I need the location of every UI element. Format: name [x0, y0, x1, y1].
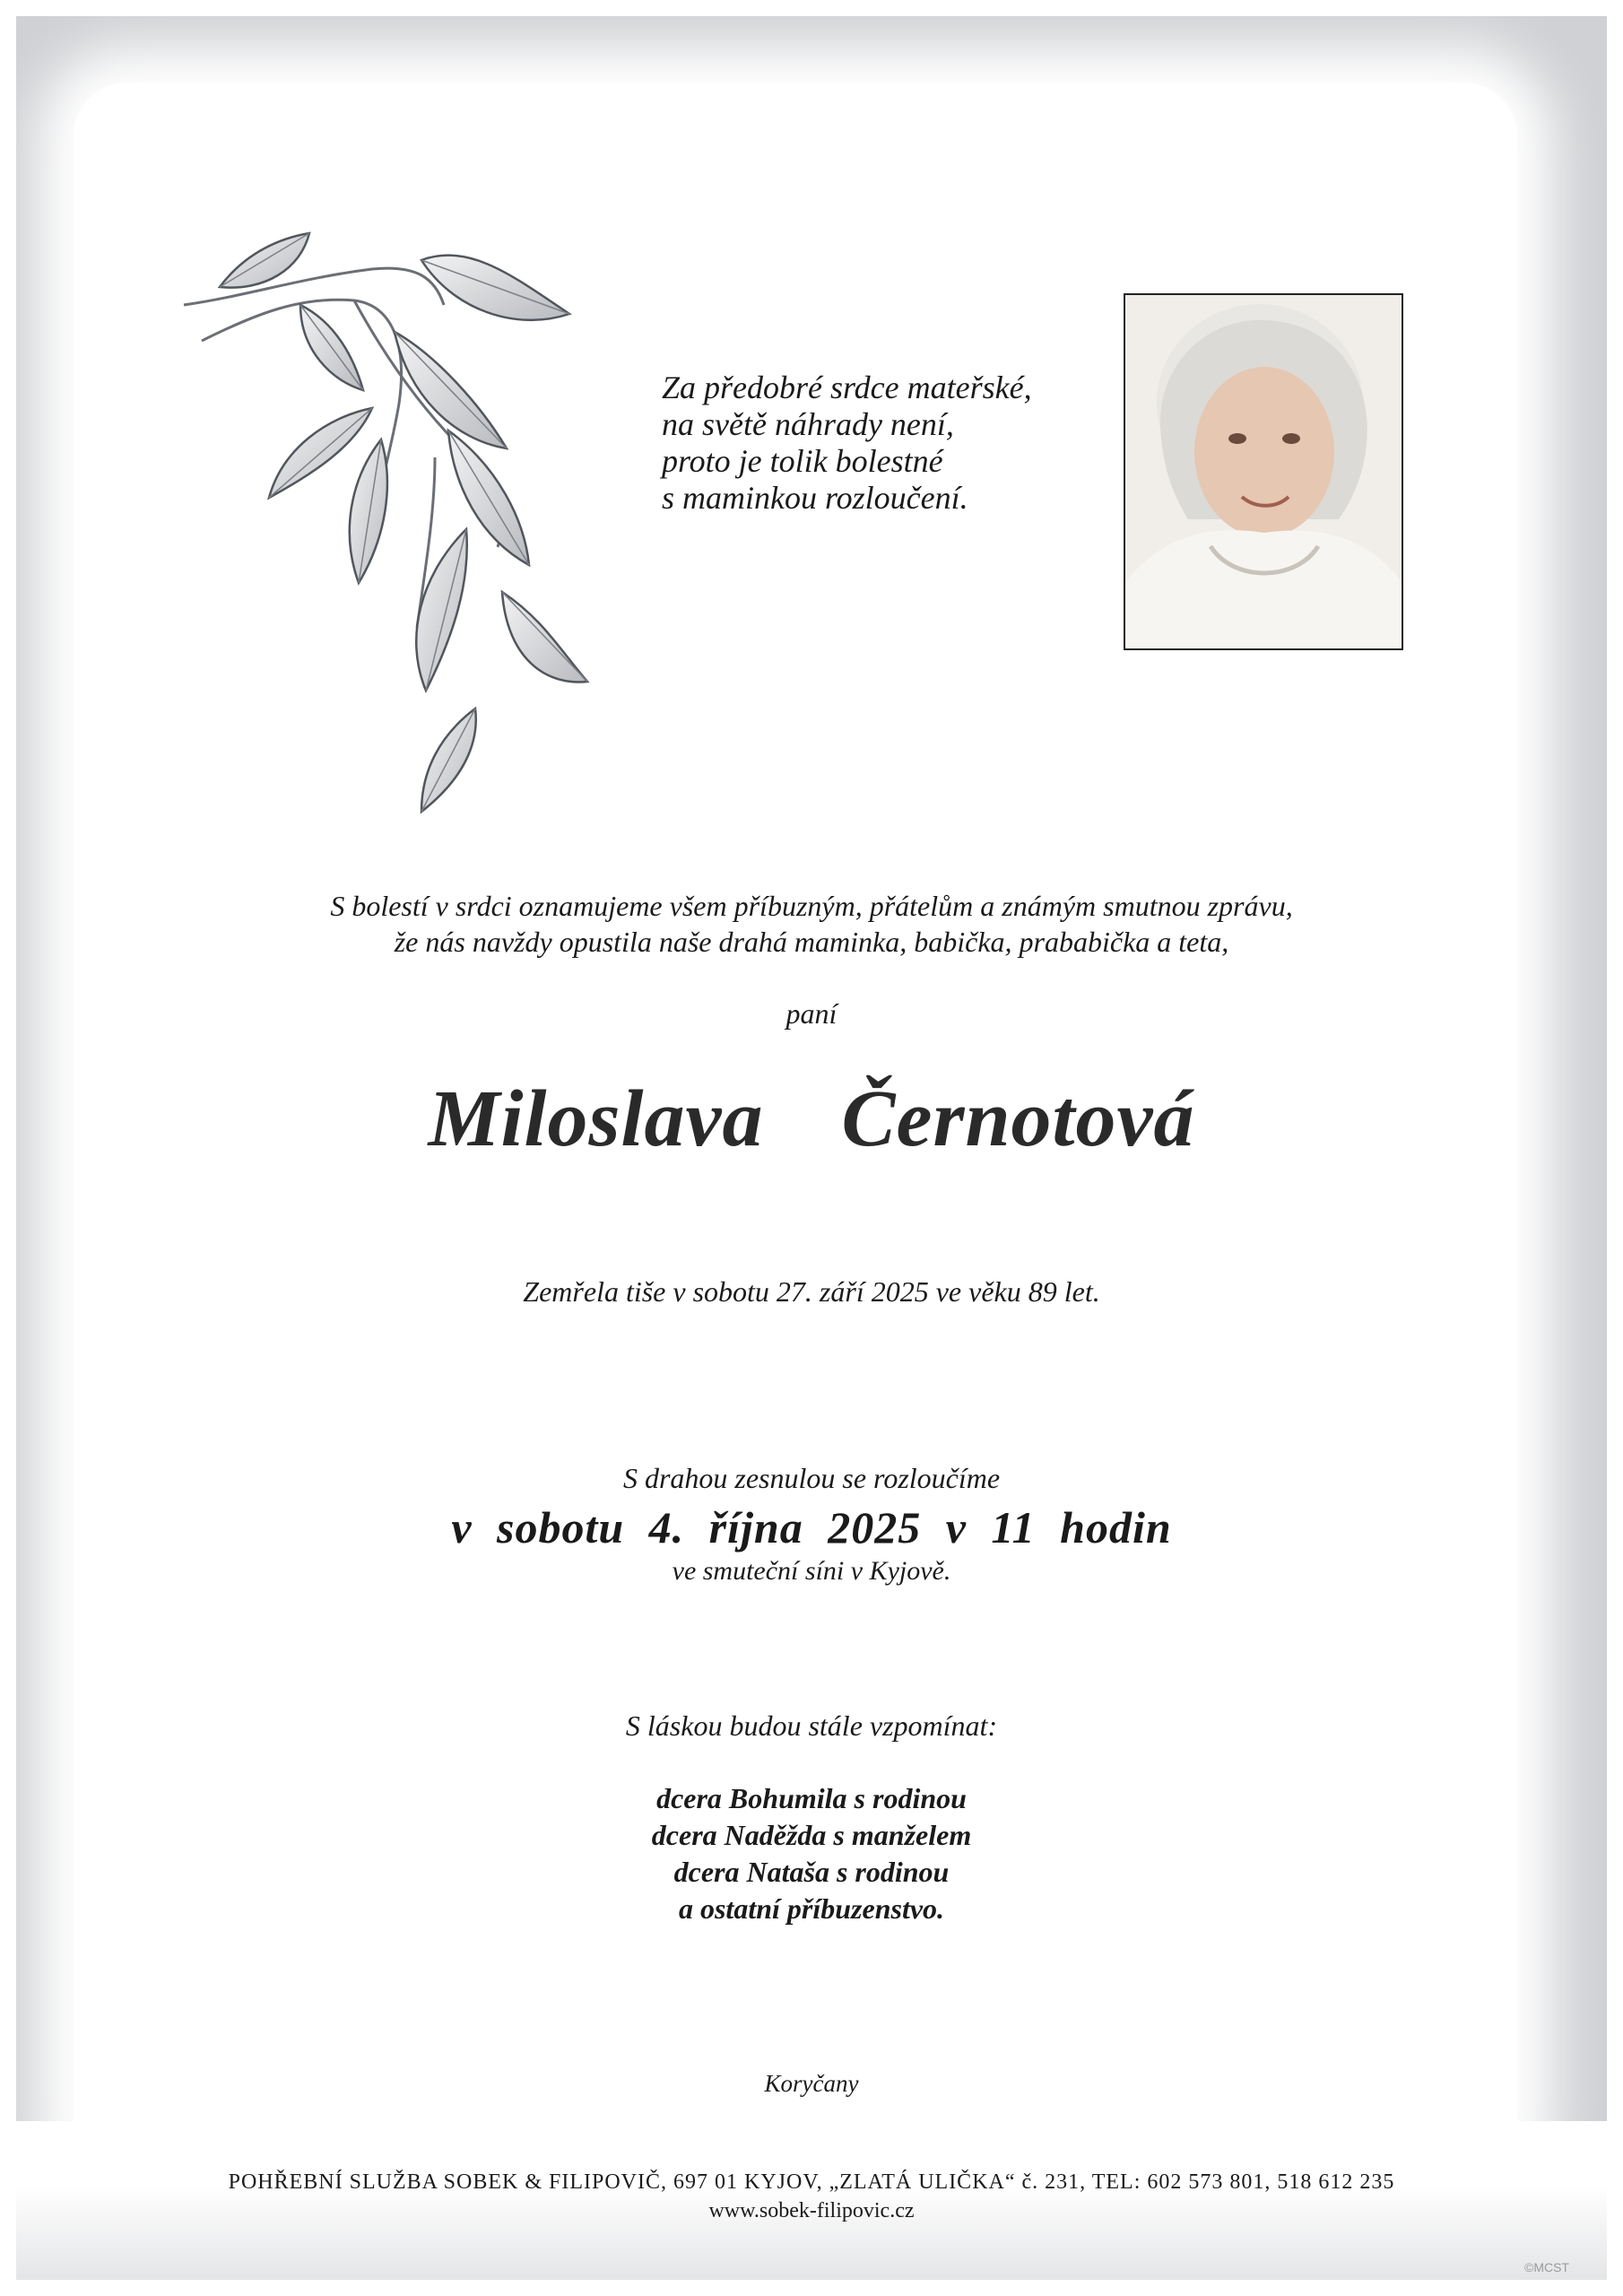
place-name: Koryčany: [764, 2070, 859, 2097]
deceased-name: Miloslava Černotová: [428, 1074, 1195, 1163]
poem-line: s maminkou rozloučení.: [662, 480, 968, 516]
leaf-6: [350, 439, 387, 583]
relative-item: dcera Nataša s rodinou: [673, 1856, 950, 1888]
remember-heading: S láskou budou stále vzpomínat:: [625, 1709, 998, 1742]
copyright-mark: ©MCST: [1524, 2260, 1569, 2274]
announcement-line-2: že nás navždy opustila naše drahá maminka, babička, prababička a teta,: [394, 926, 1229, 958]
announcement-line-1: S bolestí v srdci oznamujeme všem příbuzným, přátelům a známým smutnou zprávu,: [330, 890, 1293, 922]
relative-item: a ostatní příbuzenstvo.: [678, 1892, 945, 1925]
poem-line: proto je tolik bolestné: [662, 443, 943, 479]
relative-item: dcera Naděžda s manželem: [651, 1819, 972, 1851]
farewell-place: ve smuteční síni v Kyjově.: [672, 1556, 951, 1586]
poem-line: Za předobré srdce mateřské,: [662, 370, 1032, 405]
poem-line: na světě náhrady není,: [662, 406, 954, 442]
announcement-text: [0, 888, 1623, 960]
relatives-list: [0, 1780, 1623, 1927]
honorific: paní: [785, 997, 838, 1030]
portrait-photo: [1124, 293, 1403, 650]
memorial-poem: [662, 370, 1128, 517]
leaf-8: [416, 529, 467, 691]
farewell-date: v sobotu 4. října 2025 v 11 hodin: [451, 1502, 1172, 1552]
farewell-intro: S drahou zesnulou se rozloučíme: [622, 1462, 1001, 1494]
website-text: www.sobek-filipovic.cz: [708, 2199, 915, 2222]
funeral-service-footer: POHŘEBNÍ SLUŽBA SOBEK & FILIPOVIČ, 697 01 KYJOV, „ZLATÁ ULIČKA“ č. 231, TEL: 602 573 801, 518 612 235: [228, 2170, 1395, 2194]
death-note: Zemřela tiše v sobotu 27. září 2025 ve věku 89 let.: [523, 1275, 1100, 1308]
leaf-branch-icon: [166, 224, 596, 825]
relative-item: dcera Bohumila s rodinou: [656, 1782, 967, 1814]
